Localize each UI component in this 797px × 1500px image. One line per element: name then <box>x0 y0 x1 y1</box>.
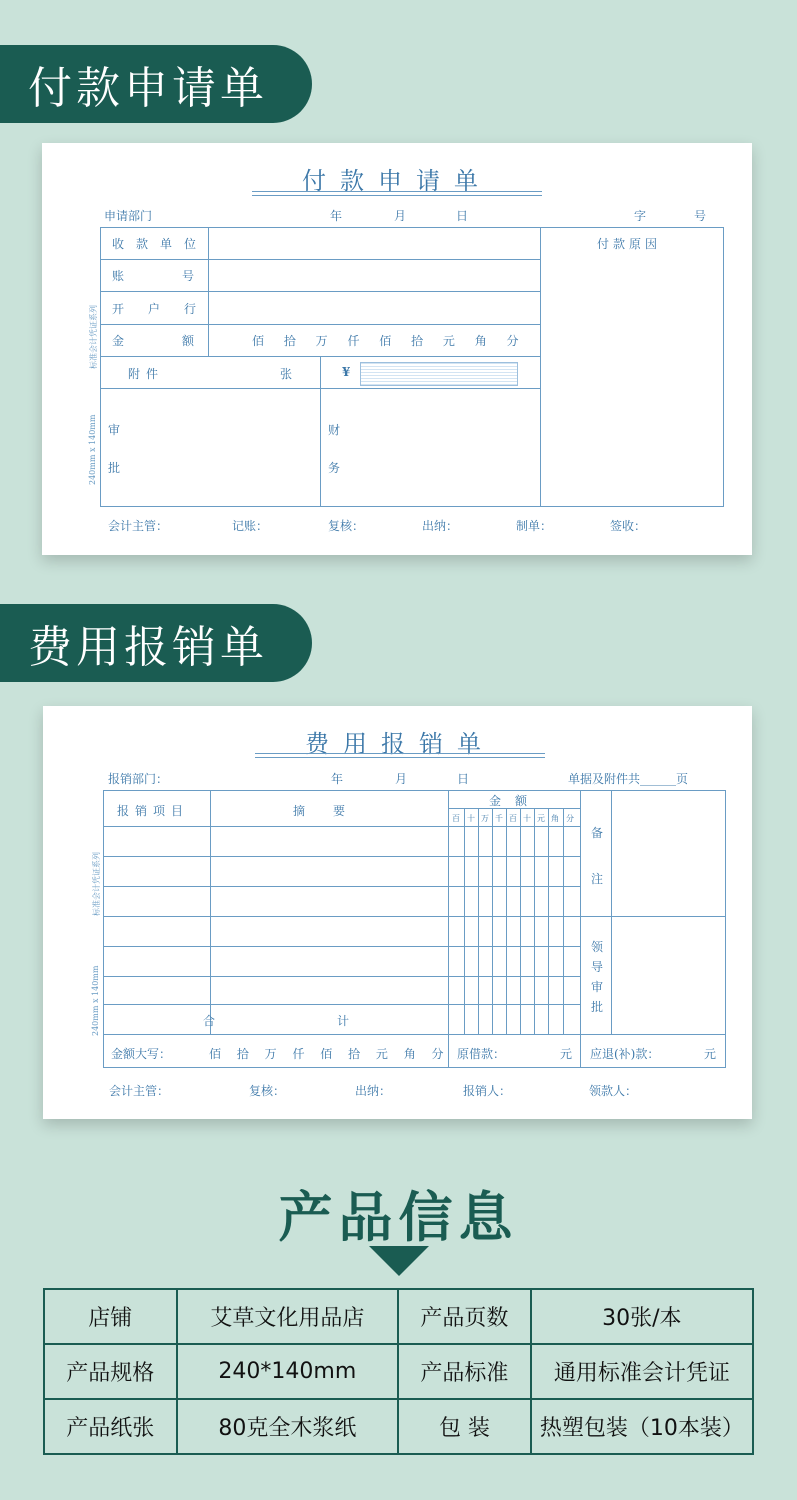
footer-label: 会计主管： <box>108 519 169 533</box>
yen-sign: ¥ <box>342 365 351 379</box>
section-banner-expense <box>0 604 312 682</box>
grid-line <box>534 808 535 1034</box>
total-he: 合 <box>203 1014 216 1028</box>
footer-label: 记账： <box>232 519 269 533</box>
grid-line <box>103 916 580 917</box>
grid-line <box>100 388 540 389</box>
dept-label: 报销部门： <box>108 772 169 786</box>
table-row <box>44 1399 753 1454</box>
table-cell: 通用标准会计凭证 <box>531 1344 753 1399</box>
grid-line <box>103 946 580 947</box>
table-cell: 产品标准 <box>398 1344 531 1399</box>
attach-label: 单据及附件共______页 <box>568 772 689 786</box>
leader-label: 审 <box>591 980 604 994</box>
footer-label: 会计主管： <box>109 1084 170 1098</box>
amount-header: 金额 <box>489 794 542 808</box>
account-label: 账号 <box>112 269 253 283</box>
item-header: 报销项目 <box>117 804 190 818</box>
grid-line <box>103 1004 580 1005</box>
zhu-label: 注 <box>591 872 604 886</box>
footer-label: 领款人： <box>589 1084 638 1098</box>
table-row <box>44 1344 753 1399</box>
grid-line <box>103 1034 726 1035</box>
table-cell: 30张/本 <box>531 1289 753 1344</box>
grid-line <box>100 324 540 325</box>
table-cell: 店铺 <box>44 1289 177 1344</box>
pi-label: 批 <box>108 461 121 475</box>
footer-label: 制单： <box>516 519 553 533</box>
grid-line <box>492 808 493 1034</box>
attach-label: 附件 <box>128 367 165 381</box>
zi-label: 字 <box>634 209 647 223</box>
grid-line <box>103 886 580 887</box>
grid-line <box>100 291 540 292</box>
product-info-heading: 产品信息 <box>278 1186 519 1249</box>
footer-label: 复核： <box>249 1084 286 1098</box>
year-label: 年 <box>331 772 344 786</box>
grid-line <box>506 808 507 1034</box>
table-cell: 产品纸张 <box>44 1399 177 1454</box>
grid-line <box>448 790 449 1068</box>
digit-header: 千 <box>495 814 503 823</box>
grid-line <box>580 790 581 1068</box>
reason-label: 付款原因 <box>597 237 662 251</box>
table-cell: 240*140mm <box>177 1344 399 1399</box>
side-size-text: 240mm x 140mm <box>91 965 100 1036</box>
form-title: 付款申请单 <box>302 167 492 195</box>
digit-header: 百 <box>452 814 460 823</box>
side-series-text: 标准会计凭证系列 <box>92 852 101 916</box>
digit-header: 十 <box>523 814 531 823</box>
summary-header: 摘要 <box>293 804 374 818</box>
month-label: 月 <box>395 772 408 786</box>
leader-label: 批 <box>591 1000 604 1014</box>
leader-label: 领 <box>591 940 604 954</box>
dept-label: 申请部门 <box>104 209 153 223</box>
payee-label: 收款单位 <box>112 237 209 251</box>
refund-label: 应退(补)款： <box>590 1047 660 1061</box>
digit-header: 分 <box>566 814 574 823</box>
table-cell: 80克全木浆纸 <box>177 1399 399 1454</box>
grid-line <box>580 916 726 917</box>
bei-label: 备 <box>591 826 604 840</box>
grid-line <box>548 808 549 1034</box>
amount-security-pattern <box>360 362 518 386</box>
month-label: 月 <box>394 209 407 223</box>
table-cell: 热塑包装（10本装） <box>531 1399 753 1454</box>
total-ji: 计 <box>337 1014 350 1028</box>
title-underline <box>255 753 545 758</box>
shen-label: 审 <box>108 423 121 437</box>
cai-label: 财 <box>328 423 341 437</box>
digit-header: 元 <box>537 814 545 823</box>
digit-header: 角 <box>551 814 559 823</box>
grid-line <box>478 808 479 1034</box>
grid-line <box>100 259 540 260</box>
day-label: 日 <box>457 772 470 786</box>
digit-header: 万 <box>481 814 489 823</box>
product-info-table <box>43 1288 754 1455</box>
footer-label: 复核： <box>328 519 365 533</box>
grid-line <box>540 227 541 507</box>
down-arrow-icon <box>369 1246 429 1276</box>
grid-line <box>103 976 580 977</box>
banner-title: 付款申请单 <box>28 63 268 114</box>
grid-line <box>611 790 612 1034</box>
side-size-text: 240mm x 140mm <box>88 414 97 485</box>
year-label: 年 <box>330 209 343 223</box>
grid-line <box>563 808 564 1034</box>
grid-line <box>103 826 580 827</box>
footer-label: 出纳： <box>422 519 459 533</box>
banner-title: 费用报销单 <box>28 622 268 673</box>
wu-label: 务 <box>328 461 341 475</box>
grid-line <box>103 856 580 857</box>
section-banner-payment <box>0 45 312 123</box>
grid-line <box>320 356 321 507</box>
upper-amount-label: 金额大写： <box>111 1047 172 1061</box>
amount-units: 佰 拾 万 仟 佰 拾 元 角 分 <box>252 334 519 348</box>
yuan-label: 元 <box>704 1047 717 1061</box>
grid-line <box>520 808 521 1034</box>
footer-label: 签收： <box>610 519 647 533</box>
side-series-text: 标准会计凭证系列 <box>89 305 98 369</box>
digit-header: 十 <box>467 814 475 823</box>
form-title: 费用报销单 <box>305 730 495 758</box>
hao-label: 号 <box>694 209 707 223</box>
leader-label: 导 <box>591 960 604 974</box>
expense-reimbursement-form <box>43 706 752 1119</box>
payment-request-form <box>42 143 752 555</box>
grid-line <box>464 808 465 1034</box>
table-cell: 包 装 <box>398 1399 531 1454</box>
yuan-label: 元 <box>560 1047 573 1061</box>
day-label: 日 <box>456 209 469 223</box>
zhang-label: 张 <box>280 367 293 381</box>
footer-label: 出纳： <box>355 1084 392 1098</box>
upper-amount-units: 佰 拾 万 仟 佰 拾 元 角 分 <box>209 1047 444 1061</box>
table-cell: 艾草文化用品店 <box>177 1289 399 1344</box>
table-row <box>44 1289 753 1344</box>
amount-label: 金额 <box>112 334 253 348</box>
table-cell: 产品页数 <box>398 1289 531 1344</box>
grid-line <box>100 356 540 357</box>
borrow-label: 原借款： <box>457 1047 506 1061</box>
digit-header: 百 <box>509 814 517 823</box>
footer-label: 报销人： <box>463 1084 512 1098</box>
form-grid <box>103 790 726 1068</box>
table-cell: 产品规格 <box>44 1344 177 1399</box>
title-underline <box>252 191 542 196</box>
bank-label: 开户行 <box>112 302 221 316</box>
